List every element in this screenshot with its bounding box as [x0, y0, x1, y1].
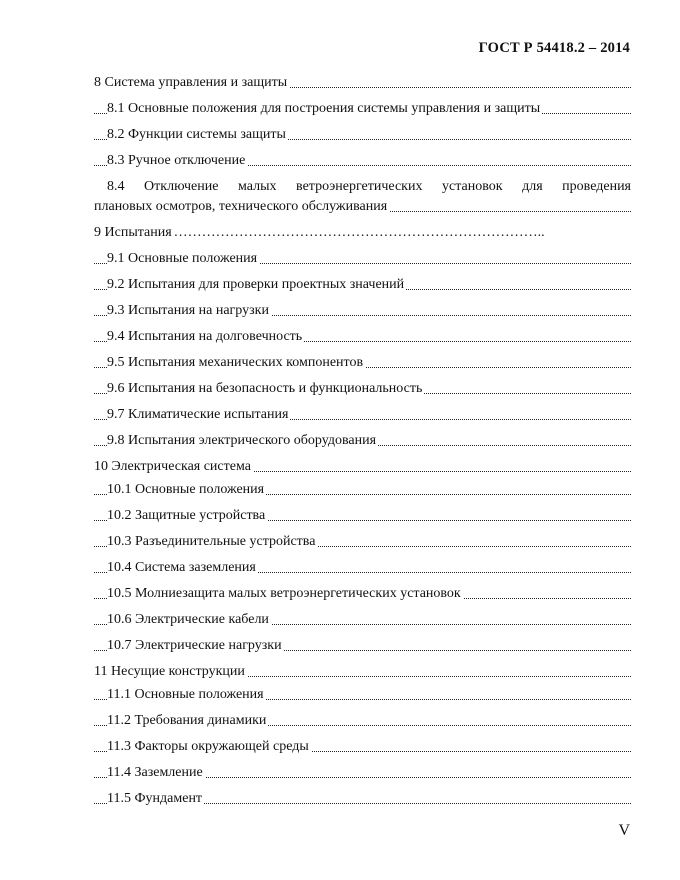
toc-entry-11-4[interactable] [94, 764, 631, 781]
toc-label: 10.7 Электрические нагрузки [107, 638, 282, 653]
toc-entry-10-3[interactable] [94, 533, 631, 550]
toc-entry-9-2[interactable] [94, 276, 631, 293]
toc-entry-11-1[interactable] [94, 686, 631, 703]
toc-entry-10-5[interactable] [94, 585, 631, 602]
toc-entry-11-5[interactable] [94, 790, 631, 807]
toc-label-line1: 8.4 Отключение малых ветроэнергетических установок для проведения [107, 179, 631, 194]
toc-entry-8-3[interactable] [94, 152, 631, 169]
toc-entry-11-3[interactable] [94, 738, 631, 755]
toc-entry-8-1[interactable] [94, 100, 631, 117]
toc-entry-10-4[interactable] [94, 559, 631, 576]
document-header: ГОСТ Р 54418.2 – 2014 [478, 40, 630, 56]
table-of-contents [94, 68, 631, 807]
toc-entry-9-6[interactable] [94, 380, 631, 397]
toc-label: 10.3 Разъединительные устройства [107, 534, 316, 549]
toc-label: 11.4 Заземление [107, 765, 203, 780]
toc-entry-9-3[interactable] [94, 302, 631, 319]
toc-entry-9[interactable] [94, 224, 631, 241]
toc-label: 9.8 Испытания электрического оборудования [107, 433, 377, 448]
toc-entry-9-8[interactable] [94, 432, 631, 449]
toc-entry-10-2[interactable] [94, 507, 631, 524]
toc-entry-10-1[interactable] [94, 481, 631, 498]
toc-label: 10 Электрическая система [94, 459, 251, 474]
toc-entry-10[interactable] [94, 458, 631, 475]
toc-label: 9.6 Испытания на безопасность и функциональность [107, 381, 423, 396]
toc-label: 11.1 Основные положения [107, 687, 264, 702]
toc-label: 11.3 Факторы окружающей среды [107, 739, 309, 754]
toc-label: 9.5 Испытания механических компонентов [107, 355, 364, 370]
toc-label: 10.1 Основные положения [107, 482, 265, 497]
toc-label: 8.2 Функции системы защиты [107, 127, 286, 142]
toc-label: 10.5 Молниезащита малых ветроэнергетических установок [107, 586, 461, 601]
toc-entry-8-2[interactable] [94, 126, 631, 143]
toc-label: 9.1 Основные положения [107, 251, 258, 266]
toc-label: 10.6 Электрические кабели [107, 612, 269, 627]
toc-entry-9-4[interactable] [94, 328, 631, 345]
toc-label: 11 Несущие конструкции [94, 664, 245, 679]
toc-leader-dots: …………………………………………………………………….. [173, 225, 545, 240]
toc-label-line2: плановых осмотров, технического обслуживания [94, 199, 388, 214]
toc-label: 9.7 Климатические испытания [107, 407, 289, 422]
toc-label: 8.1 Основные положения для построения системы управления и защиты [107, 101, 541, 116]
toc-entry-9-1[interactable] [94, 250, 631, 267]
page-number: V [618, 822, 630, 839]
toc-entry-10-6[interactable] [94, 611, 631, 628]
toc-label: 10.2 Защитные устройства [107, 508, 266, 523]
toc-label: 11.5 Фундамент [107, 791, 203, 806]
toc-label: 9.4 Испытания на долговечность [107, 329, 303, 344]
toc-label: 10.4 Система заземления [107, 560, 256, 575]
toc-entry-8[interactable] [94, 74, 631, 91]
toc-entry-11-2[interactable] [94, 712, 631, 729]
toc-entry-8-4[interactable] [94, 178, 631, 215]
toc-entry-9-5[interactable] [94, 354, 631, 371]
toc-entry-9-7[interactable] [94, 406, 631, 423]
toc-label: 11.2 Требования динамики [107, 713, 267, 728]
toc-label: 9.2 Испытания для проверки проектных значений [107, 277, 405, 292]
toc-entry-10-7[interactable] [94, 637, 631, 654]
toc-entry-11[interactable] [94, 663, 631, 680]
toc-label: 9 Испытания [94, 225, 172, 240]
toc-label: 8.3 Ручное отключение [107, 153, 246, 168]
toc-label: 9.3 Испытания на нагрузки [107, 303, 269, 318]
toc-label: 8 Система управления и защиты [94, 75, 288, 90]
